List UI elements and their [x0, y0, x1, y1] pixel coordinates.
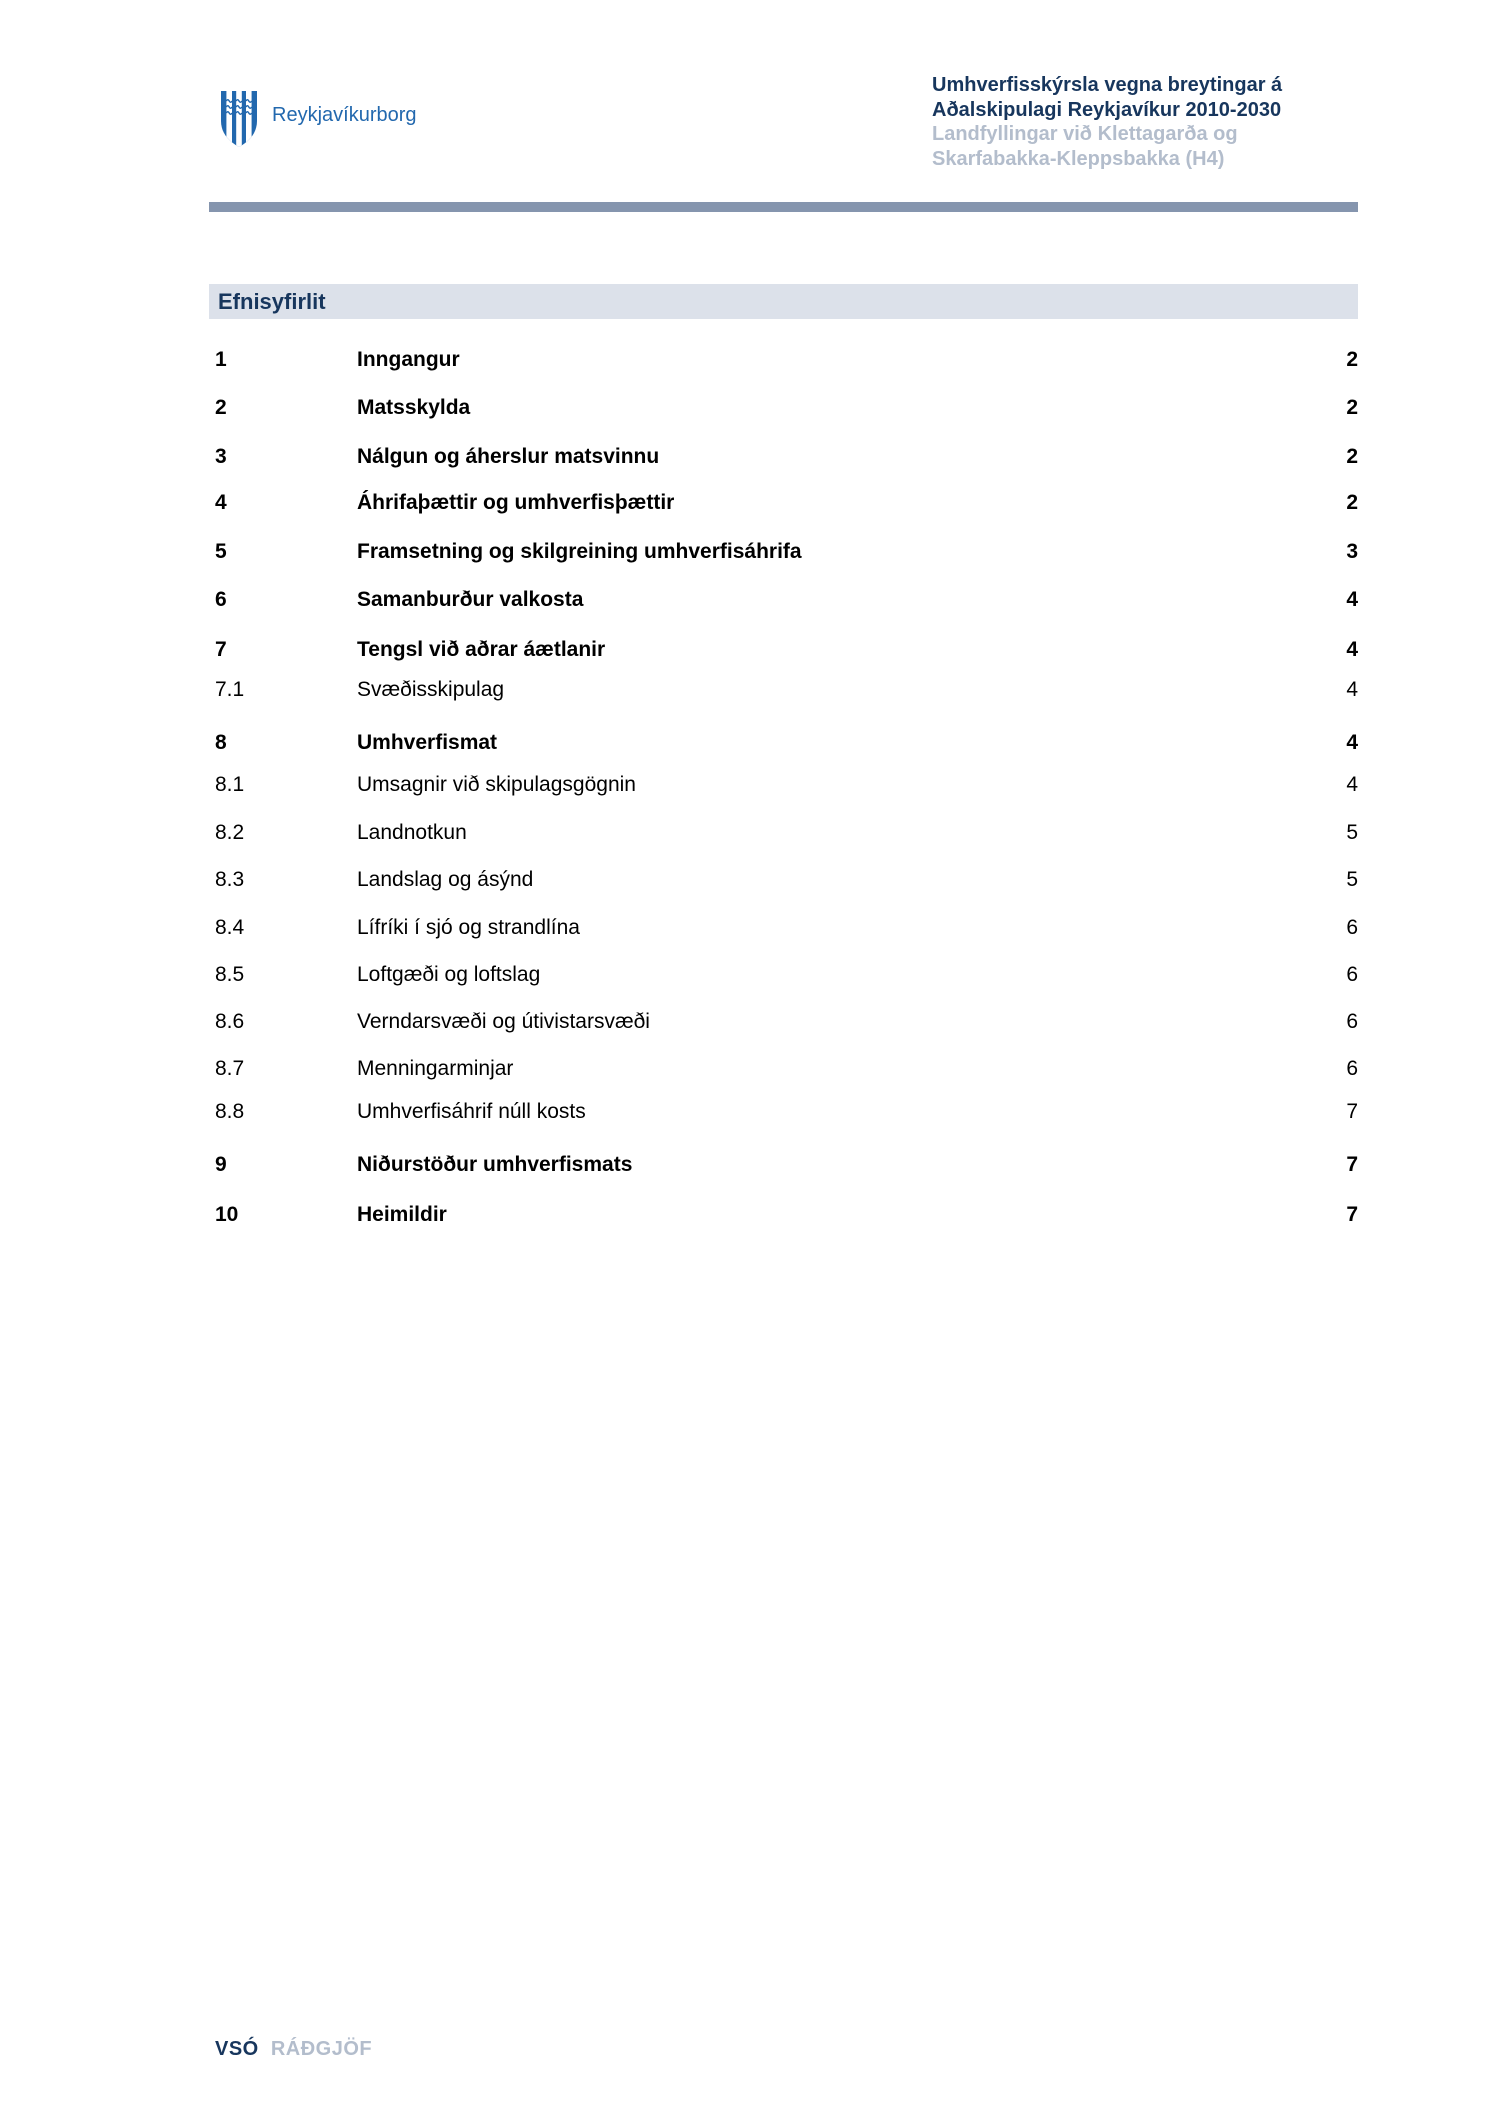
toc-heading-label: Efnisyfirlit [218, 288, 326, 314]
toc-entry-title: Umhverfisáhrif núll kosts [357, 1100, 586, 1123]
toc-entry-page: 2 [1346, 491, 1358, 514]
toc-entry-page: 4 [1346, 678, 1358, 701]
toc-entry-page: 3 [1346, 540, 1358, 563]
toc-entry-title: Landslag og ásýnd [357, 868, 534, 891]
toc-entry [215, 917, 1358, 938]
toc-entry [215, 1011, 1358, 1032]
toc-entry-page: 6 [1346, 916, 1358, 939]
logo-org-name: Reykjavíkurborg [272, 104, 417, 126]
doc-title-line-1: Umhverfisskýrsla vegna breytingar á [932, 74, 1283, 96]
toc-entry-page: 4 [1346, 638, 1358, 661]
toc-entry [215, 964, 1358, 985]
toc-entry-number: 8.1 [215, 773, 245, 796]
toc-entry-page: 4 [1346, 731, 1358, 754]
toc-entry-page: 2 [1346, 396, 1358, 419]
toc-entry-page: 2 [1346, 445, 1358, 468]
footer-brand [215, 2038, 372, 2061]
toc-entry-title: Lífríki í sjó og strandlína [357, 916, 580, 939]
toc-entry-page: 6 [1346, 1057, 1358, 1080]
toc-entry-number: 3 [215, 445, 227, 468]
toc-entry [215, 1101, 1358, 1122]
toc-entry [215, 732, 1358, 753]
toc-entry-title: Umsagnir við skipulagsgögnin [357, 773, 636, 796]
toc-entry-page: 6 [1346, 963, 1358, 986]
toc-entry-title: Samanburður valkosta [357, 588, 584, 611]
toc-entry [215, 492, 1358, 513]
toc-entry-number: 8.2 [215, 821, 245, 844]
reykjavik-coat-of-arms-icon [220, 90, 258, 148]
toc-entry-page: 5 [1346, 821, 1358, 844]
toc-entry-page: 4 [1346, 588, 1358, 611]
toc-entry-title: Umhverfismat [357, 731, 498, 754]
footer-brand-secondary: RÁÐGJÖF [270, 2038, 373, 2060]
toc-entry [215, 1204, 1358, 1225]
toc-entry-number: 7 [215, 638, 227, 661]
toc-entry-page: 5 [1346, 868, 1358, 891]
toc-entry-title: Menningarminjar [357, 1057, 514, 1080]
toc-entry-number: 8.3 [215, 868, 245, 891]
toc-entry [215, 639, 1358, 660]
toc-entry-number: 10 [215, 1203, 239, 1226]
toc-entry-page: 7 [1346, 1203, 1358, 1226]
toc-entry [215, 679, 1358, 700]
toc-entry-title: Matsskylda [357, 396, 471, 419]
toc-entry [215, 1154, 1358, 1175]
toc-entry-title: Niðurstöður umhverfismats [357, 1153, 633, 1176]
toc-entry [215, 397, 1358, 418]
toc-entry [215, 822, 1358, 843]
header-divider-bar [209, 202, 1358, 212]
toc-entry-number: 9 [215, 1153, 227, 1176]
toc-entry [215, 774, 1358, 795]
toc-entry-title: Áhrifaþættir og umhverfisþættir [357, 491, 675, 514]
doc-subtitle-line-2: Skarfabakka-Kleppsbakka (H4) [932, 147, 1225, 170]
toc-entry [215, 589, 1358, 610]
toc-entry-title: Svæðisskipulag [357, 678, 505, 701]
toc-entry-title: Tengsl við aðrar áætlanir [357, 638, 606, 661]
toc-entry-page: 4 [1346, 773, 1358, 796]
toc-entry-number: 6 [215, 588, 227, 611]
toc-entry-title: Nálgun og áherslur matsvinnu [357, 445, 660, 468]
toc-entry [215, 349, 1358, 370]
toc-entry-number: 8.6 [215, 1010, 245, 1033]
toc-entry-number: 2 [215, 396, 227, 419]
toc-entry-number: 8.7 [215, 1057, 245, 1080]
toc-entry-number: 7.1 [215, 678, 245, 701]
toc-entry-number: 8.4 [215, 916, 245, 939]
toc-entry-number: 1 [215, 348, 227, 371]
toc-entry-page: 7 [1346, 1153, 1358, 1176]
footer-brand-primary: VSÓ [215, 2038, 259, 2060]
toc-entry-title: Loftgæði og loftslag [357, 963, 541, 986]
toc-entry [215, 541, 1358, 562]
toc-entry-number: 8.5 [215, 963, 245, 986]
toc-entry-number: 8 [215, 731, 227, 754]
toc-entry-title: Verndarsvæði og útivistarsvæði [357, 1010, 650, 1033]
document-header [932, 73, 1352, 171]
reykjavik-logo [220, 90, 417, 148]
toc-entry-title: Heimildir [357, 1203, 447, 1226]
doc-subtitle-line-1: Landfyllingar við Klettagarða og [932, 123, 1238, 145]
toc-heading-bar [209, 284, 1358, 319]
toc-entry-number: 5 [215, 540, 227, 563]
toc-entry-title: Inngangur [357, 348, 460, 371]
toc-entry-title: Landnotkun [357, 821, 467, 844]
toc-entry-page: 6 [1346, 1010, 1358, 1033]
toc-entry-page: 2 [1346, 348, 1358, 371]
toc-entry [215, 1058, 1358, 1079]
toc-entry-page: 7 [1346, 1100, 1358, 1123]
toc-entry [215, 869, 1358, 890]
toc-entry [215, 446, 1358, 467]
toc-entry-number: 4 [215, 491, 227, 514]
toc-entry-number: 8.8 [215, 1100, 245, 1123]
doc-title-line-2: Aðalskipulagi Reykjavíkur 2010-2030 [932, 98, 1282, 121]
toc-entry-title: Framsetning og skilgreining umhverfisáhrifa [357, 540, 802, 563]
